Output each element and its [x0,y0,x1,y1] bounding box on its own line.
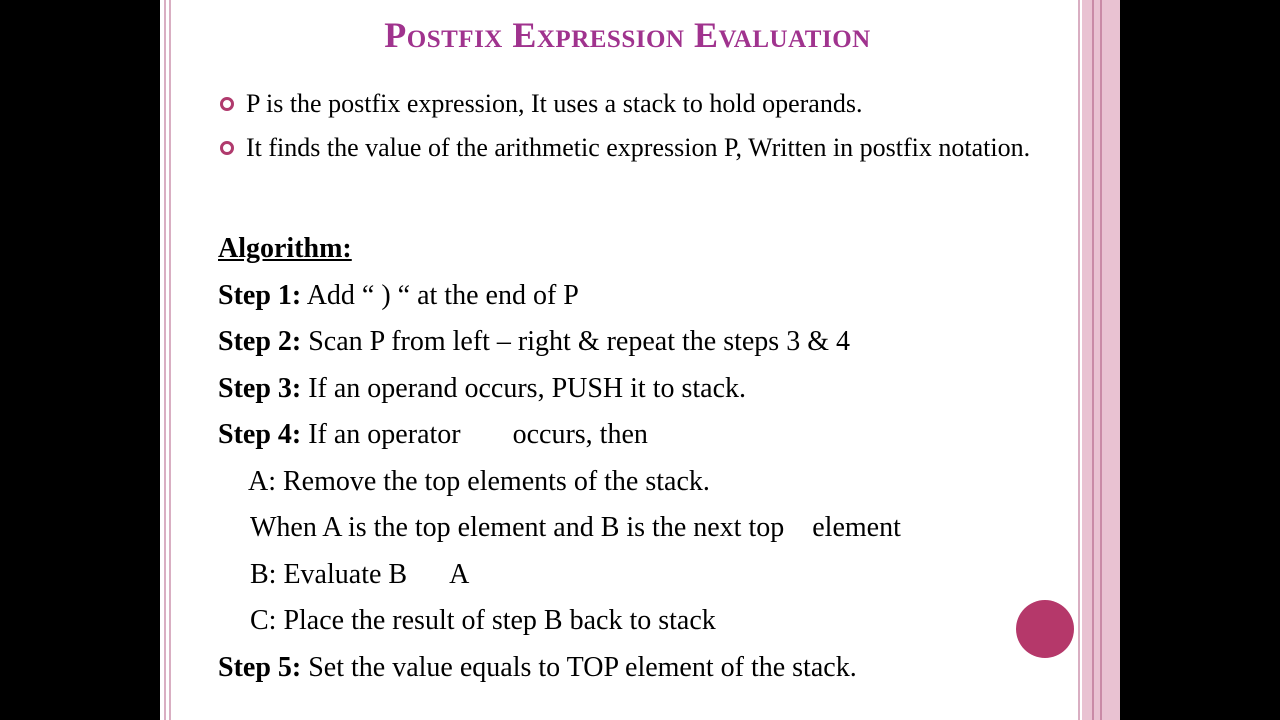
right-border-thin-2 [1100,0,1102,720]
bullet-text: P is the postfix expression, It uses a stack to hold operands. [246,89,863,118]
step-3 [218,369,1038,416]
decorative-circle [1016,600,1074,658]
step-4-text-b: occurs, then [512,419,648,450]
left-border-line [164,0,166,720]
sub-step-b [218,555,1038,602]
step-1-text: Add “ ) “ at the end of P [306,279,579,311]
bullet-text: It finds the value of the arithmetic expression P, Written in postfix notation. [246,133,1031,162]
step-4-label: Step 4: [218,419,302,450]
algorithm-heading-line [218,229,1038,276]
bullet-item [218,86,1038,121]
sub-step-a-text: A: Remove the top elements of the stack. [248,465,710,497]
step-5-label: Step 5: [218,651,302,683]
sub-step-b-text-a: B: Evaluate B [250,558,408,590]
bullet-circle-icon [220,97,234,111]
step-2 [218,322,1038,369]
left-border-line-2 [169,0,171,720]
sub-step-b-text-b: A [449,558,470,590]
sub-step-c [218,601,1038,648]
step-1 [218,276,1038,323]
right-border-thin-1 [1092,0,1094,720]
step-2-text: Scan P from left – right & repeat the steps 3 & 4 [308,326,850,357]
bullet-list [218,86,1038,174]
step-4 [218,415,1038,462]
algorithm-block [218,229,1038,694]
sub-step-when [218,508,1038,555]
step-5 [218,648,1038,695]
step-3-text: If an operand occurs, PUSH it to stack. [308,372,747,404]
step-4-text-a: If an operator [308,419,461,450]
bullet-circle-icon [220,141,234,155]
step-5-text: Set the value equals to TOP element of the stack. [308,651,857,683]
right-border-line [1078,0,1080,720]
sub-step-a [218,462,1038,509]
sub-step-when-text-b: element [812,512,901,543]
step-1-label: Step 1: [218,279,302,311]
sub-step-when-text-a: When A is the top element and B is the next top [250,512,785,543]
slide-title: Postfix Expression Evaluation [384,15,871,55]
step-3-label: Step 3: [218,372,302,404]
sub-step-c-text: C: Place the result of step B back to stack [250,605,716,636]
algorithm-heading: Algorithm: [218,233,352,264]
step-2-label: Step 2: [218,326,302,357]
slide [160,0,1120,720]
bullet-item [218,130,1038,165]
